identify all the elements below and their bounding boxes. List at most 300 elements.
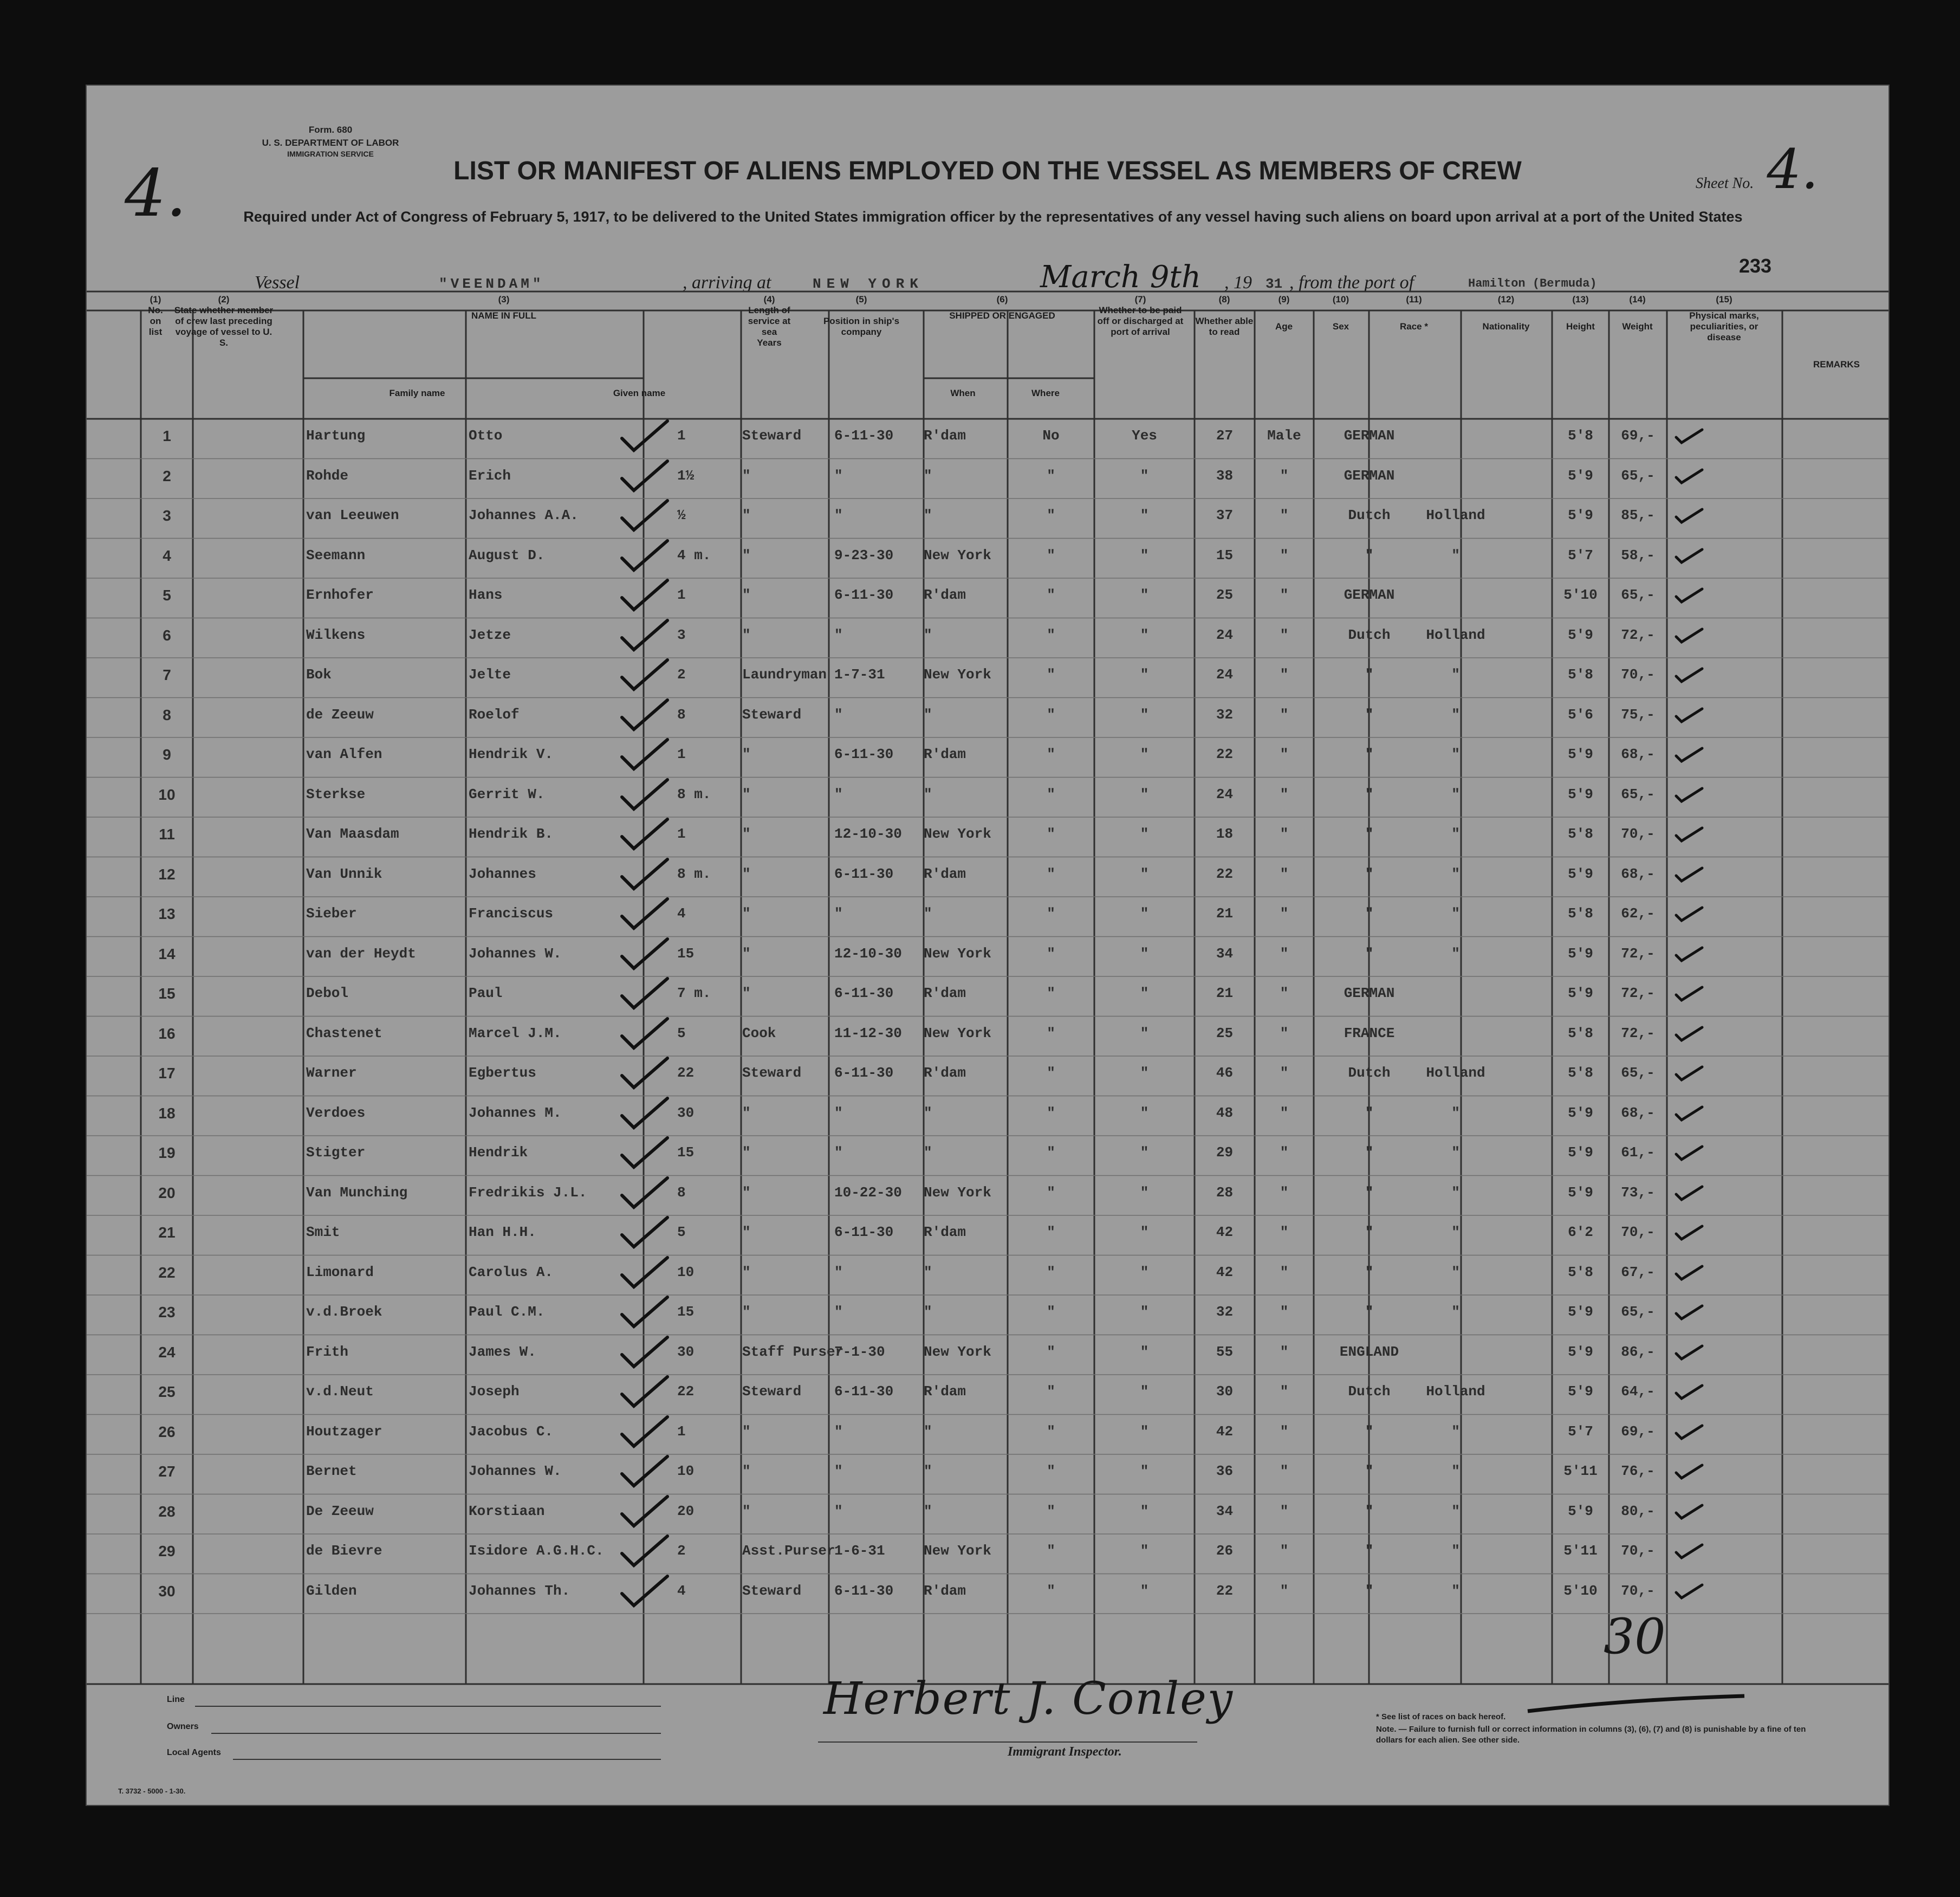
age-cell: 28: [1216, 1184, 1234, 1201]
age-cell: 22: [1216, 865, 1234, 882]
height-cell: 5'9: [1568, 985, 1593, 1001]
weight-cell: 67,-: [1621, 1264, 1655, 1280]
col3-number: (3): [498, 294, 510, 305]
age-cell: 30: [1216, 1383, 1234, 1400]
shipped-when-cell: 6-11-30: [834, 746, 894, 762]
col10-label: Sex: [1332, 321, 1349, 332]
col1-label: No. on list: [148, 305, 163, 337]
nationality-cell: ": [1451, 1543, 1460, 1559]
race-cell: GERMAN: [1344, 985, 1395, 1001]
shipped-where-cell: ": [924, 706, 932, 723]
check-mark-icon: [618, 1294, 672, 1332]
sex-cell: ": [1280, 1224, 1289, 1240]
check-mark-icon: [618, 497, 672, 535]
race-cell: Dutch: [1348, 507, 1391, 523]
position-cell: ": [742, 547, 751, 564]
length-of-service-cell: 1: [677, 428, 686, 444]
nationality-cell: ": [1451, 666, 1460, 683]
able-to-read-cell: ": [1140, 1582, 1149, 1599]
shipped-where-cell: New York: [924, 1343, 991, 1360]
height-cell: 5'10: [1563, 1582, 1598, 1599]
col4-unit: Years: [757, 338, 782, 348]
length-of-service-cell: 30: [677, 1343, 695, 1360]
position-cell: ": [742, 786, 751, 802]
col2-number: (2): [218, 294, 230, 305]
age-cell: 21: [1216, 905, 1234, 922]
check-mark-icon: [618, 896, 672, 934]
shipped-where-cell: ": [924, 507, 932, 523]
length-of-service-cell: 22: [677, 1383, 695, 1400]
sex-cell: ": [1280, 1423, 1289, 1440]
inspector-signature: Herbert J. Conley: [823, 1673, 1234, 1725]
family-name-cell: Bernet: [306, 1463, 357, 1479]
row-number-cell: 5: [163, 587, 171, 604]
nationality-cell: ": [1451, 1503, 1460, 1519]
department-label: U. S. DEPARTMENT OF LABOR: [262, 138, 399, 148]
given-name-cell: Jelte: [469, 666, 511, 683]
paid-off-cell: ": [1047, 1184, 1055, 1201]
length-of-service-cell: 1: [677, 826, 686, 842]
check-mark-icon: [618, 657, 672, 695]
shipped-where-cell: ": [924, 1264, 932, 1280]
col15-header: [1666, 294, 1782, 343]
age-cell: 22: [1216, 1582, 1234, 1599]
race-cell: ": [1365, 865, 1374, 882]
given-name-cell: Hendrik V.: [469, 746, 554, 762]
length-of-service-cell: 7 m.: [677, 985, 711, 1001]
length-of-service-cell: 22: [677, 1065, 695, 1081]
shipped-where-cell: ": [924, 626, 932, 643]
shipped-when-cell: 6-11-30: [834, 865, 894, 882]
weight-cell: 65,-: [1621, 786, 1655, 802]
check-mark-icon: [618, 1414, 672, 1452]
able-to-read-cell: ": [1140, 1025, 1149, 1041]
position-cell: ": [742, 467, 751, 484]
sex-cell: ": [1280, 985, 1289, 1001]
age-cell: 42: [1216, 1264, 1234, 1280]
paid-off-cell: ": [1047, 1383, 1055, 1400]
age-cell: 38: [1216, 467, 1234, 484]
stamp-number: 233: [1739, 255, 1772, 277]
age-cell: 25: [1216, 587, 1234, 603]
sex-cell: ": [1280, 1463, 1289, 1479]
height-cell: 5'9: [1568, 1343, 1593, 1360]
shipped-where-cell: ": [924, 905, 932, 922]
able-to-read-cell: ": [1140, 945, 1149, 962]
position-cell: Cook: [742, 1025, 776, 1041]
shipped-where-cell: R'dam: [924, 428, 966, 444]
check-mark-icon: [618, 816, 672, 854]
family-name-cell: Sieber: [306, 905, 357, 922]
paid-off-cell: ": [1047, 547, 1055, 564]
shipped-where-cell: R'dam: [924, 985, 966, 1001]
family-name-cell: Verdoes: [306, 1104, 366, 1121]
nationality-cell: ": [1451, 1304, 1460, 1320]
arrival-date: March 9th: [1040, 260, 1201, 295]
given-name-cell: Hans: [469, 587, 503, 603]
family-name-cell: de Zeeuw: [306, 706, 374, 723]
row-number-cell: 18: [158, 1104, 176, 1122]
col13-number: (13): [1572, 294, 1589, 305]
vessel-name: "VEENDAM": [439, 276, 544, 292]
weight-cell: 72,-: [1621, 1025, 1655, 1041]
sex-cell: ": [1280, 1503, 1289, 1519]
physical-marks-tick-icon: [1673, 1063, 1705, 1084]
physical-marks-tick-icon: [1673, 664, 1705, 686]
col12-label: Nationality: [1482, 321, 1530, 332]
paid-off-cell: ": [1047, 1264, 1055, 1280]
length-of-service-cell: ½: [677, 507, 686, 523]
sex-cell: ": [1280, 1343, 1289, 1360]
physical-marks-tick-icon: [1673, 784, 1705, 806]
race-cell: ": [1365, 1503, 1374, 1519]
able-to-read-cell: ": [1140, 865, 1149, 882]
position-cell: ": [742, 1463, 751, 1479]
shipped-where-cell: New York: [924, 1025, 991, 1041]
able-to-read-cell: ": [1140, 1343, 1149, 1360]
race-cell: ": [1365, 1423, 1374, 1440]
age-cell: 29: [1216, 1144, 1234, 1161]
length-of-service-cell: 10: [677, 1264, 695, 1280]
physical-marks-tick-icon: [1673, 943, 1705, 965]
able-to-read-cell: Yes: [1132, 428, 1157, 444]
check-mark-icon: [618, 538, 672, 575]
row-number-cell: 12: [158, 865, 176, 883]
col10-header: [1314, 294, 1368, 332]
able-to-read-cell: ": [1140, 706, 1149, 723]
race-cell: Dutch: [1348, 1065, 1391, 1081]
shipped-when-cell: 6-11-30: [834, 1582, 894, 1599]
paid-off-cell: ": [1047, 1423, 1055, 1440]
shipped-when-cell: ": [834, 1144, 843, 1161]
shipped-where-cell: New York: [924, 1184, 991, 1201]
paid-off-cell: ": [1047, 1503, 1055, 1519]
row-number-cell: 23: [158, 1304, 176, 1320]
family-name-cell: van Alfen: [306, 746, 382, 762]
given-name-cell: Joseph: [469, 1383, 520, 1400]
weight-cell: 72,-: [1621, 985, 1655, 1001]
shipped-when-cell: 6-11-30: [834, 587, 894, 603]
remarks-header: REMARKS: [1813, 359, 1860, 370]
position-cell: ": [742, 826, 751, 842]
family-name-cell: Wilkens: [306, 626, 366, 643]
col4-header: [731, 294, 807, 348]
length-of-service-cell: 8 m.: [677, 865, 711, 882]
check-mark-icon: [618, 458, 672, 496]
check-mark-icon: [618, 418, 672, 456]
shipped-where-cell: New York: [924, 826, 991, 842]
physical-marks-tick-icon: [1673, 1262, 1705, 1284]
weight-cell: 76,-: [1621, 1463, 1655, 1479]
race-cell: GERMAN: [1344, 428, 1395, 444]
race-cell: GERMAN: [1344, 587, 1395, 603]
col8-header: [1195, 294, 1254, 338]
position-cell: Asst.Purser: [742, 1543, 835, 1559]
weight-cell: 86,-: [1621, 1343, 1655, 1360]
shipped-when-cell: 6-11-30: [834, 985, 894, 1001]
race-cell: ": [1365, 1224, 1374, 1240]
family-name-cell: Hartung: [306, 428, 366, 444]
weight-cell: 70,-: [1621, 1543, 1655, 1559]
row-number-cell: 7: [163, 666, 171, 683]
position-cell: Steward: [742, 706, 802, 723]
shipped-where-cell: ": [924, 1104, 932, 1121]
height-cell: 5'9: [1568, 786, 1593, 802]
position-cell: ": [742, 507, 751, 523]
owners-field[interactable]: [211, 1733, 661, 1734]
position-cell: ": [742, 746, 751, 762]
check-mark-icon: [618, 1453, 672, 1491]
weight-cell: 61,-: [1621, 1144, 1655, 1161]
height-cell: 5'8: [1568, 1065, 1593, 1081]
paid-off-cell: ": [1047, 666, 1055, 683]
position-cell: ": [742, 1144, 751, 1161]
shipped-when-cell: 11-12-30: [834, 1025, 902, 1041]
row-number-cell: 30: [158, 1582, 176, 1600]
family-name-cell: Warner: [306, 1065, 357, 1081]
height-cell: 5'11: [1563, 1543, 1598, 1559]
family-name-cell: v.d.Broek: [306, 1304, 382, 1320]
height-cell: 5'9: [1568, 507, 1593, 523]
shipped-when-cell: ": [834, 1104, 843, 1121]
age-cell: 21: [1216, 985, 1234, 1001]
position-cell: ": [742, 1304, 751, 1320]
physical-marks-tick-icon: [1673, 1023, 1705, 1045]
col6-label: SHIPPED OR ENGAGED: [949, 310, 1055, 321]
shipped-where-cell: R'dam: [924, 587, 966, 603]
arrival-port: NEW YORK: [813, 276, 924, 292]
col11-number: (11): [1406, 294, 1422, 305]
shipped-when-cell: ": [834, 507, 843, 523]
length-of-service-cell: 15: [677, 1144, 695, 1161]
race-cell: GERMAN: [1344, 467, 1395, 484]
col5-number: (5): [855, 294, 867, 305]
sex-cell: ": [1280, 1582, 1289, 1599]
row-number-cell: 1: [163, 428, 171, 444]
shipped-where-cell: ": [924, 786, 932, 802]
given-name-cell: Johannes: [469, 865, 536, 882]
shipped-when-cell: 6-11-30: [834, 428, 894, 444]
given-name-cell: August D.: [469, 547, 545, 564]
col7-label: Whether to be paid off or discharged at port of arrival: [1097, 305, 1184, 337]
row-number-cell: 6: [163, 626, 171, 644]
able-to-read-cell: ": [1140, 985, 1149, 1001]
weight-cell: 64,-: [1621, 1383, 1655, 1400]
family-name-cell: Van Unnik: [306, 865, 382, 882]
shipped-where-cell: New York: [924, 666, 991, 683]
age-cell: 15: [1216, 547, 1234, 564]
paid-off-cell: ": [1047, 1304, 1055, 1320]
col3-label: NAME IN FULL: [471, 310, 536, 321]
page-subtitle: Required under Act of Congress of February 5, 1917, to be delivered to the United States immigration officer by the representatives of any vessel having such aliens on board upon arrival at a port of the United States: [243, 209, 1743, 225]
paid-off-cell: ": [1047, 905, 1055, 922]
race-cell: ": [1365, 1184, 1374, 1201]
nationality-cell: ": [1451, 1104, 1460, 1121]
page-title: LIST OR MANIFEST OF ALIENS EMPLOYED ON THE VESSEL AS MEMBERS OF CREW: [453, 157, 1522, 185]
line-label: Line: [167, 1695, 185, 1704]
physical-marks-tick-icon: [1673, 744, 1705, 766]
nationality-cell: ": [1451, 1184, 1460, 1201]
race-cell: ": [1365, 1304, 1374, 1320]
shipped-when-cell: ": [834, 706, 843, 723]
race-cell: ": [1365, 1543, 1374, 1559]
year-label: , 19: [1224, 273, 1252, 293]
row-number-cell: 3: [163, 507, 171, 524]
weight-cell: 68,-: [1621, 746, 1655, 762]
weight-cell: 85,-: [1621, 507, 1655, 523]
shipped-when-cell: 6-11-30: [834, 1383, 894, 1400]
race-cell: ": [1365, 1144, 1374, 1161]
physical-marks-tick-icon: [1673, 1540, 1705, 1562]
given-name-cell: Fredrikis J.L.: [469, 1184, 587, 1201]
row-number-cell: 10: [158, 786, 176, 803]
able-to-read-cell: ": [1140, 587, 1149, 603]
nationality-cell: ": [1451, 1582, 1460, 1599]
height-cell: 5'9: [1568, 746, 1593, 762]
sex-cell: ": [1280, 706, 1289, 723]
physical-marks-tick-icon: [1673, 1302, 1705, 1323]
sex-cell: Male: [1267, 428, 1301, 444]
row-number-cell: 22: [158, 1264, 176, 1281]
sex-cell: ": [1280, 587, 1289, 603]
row-number-cell: 26: [158, 1423, 176, 1440]
check-mark-icon: [618, 617, 672, 655]
paid-off-cell: ": [1047, 786, 1055, 802]
race-cell: ": [1365, 786, 1374, 802]
height-cell: 5'8: [1568, 1264, 1593, 1280]
position-cell: Steward: [742, 1582, 802, 1599]
weight-cell: 80,-: [1621, 1503, 1655, 1519]
paid-off-cell: ": [1047, 826, 1055, 842]
col12-header: [1460, 294, 1552, 332]
family-name-cell: v.d.Neut: [306, 1383, 374, 1400]
weight-cell: 70,-: [1621, 826, 1655, 842]
height-cell: 5'6: [1568, 706, 1593, 723]
length-of-service-cell: 20: [677, 1503, 695, 1519]
age-cell: 34: [1216, 945, 1234, 962]
position-cell: Steward: [742, 428, 802, 444]
row-number-cell: 19: [158, 1144, 176, 1161]
able-to-read-cell: ": [1140, 1463, 1149, 1479]
able-to-read-cell: ": [1140, 626, 1149, 643]
sex-cell: ": [1280, 666, 1289, 683]
race-cell: Dutch: [1348, 626, 1391, 643]
col1-header: [142, 294, 169, 338]
check-mark-icon: [618, 1374, 672, 1412]
physical-marks-tick-icon: [1673, 545, 1705, 567]
height-cell: 5'11: [1563, 1463, 1598, 1479]
race-cell: ": [1365, 1463, 1374, 1479]
family-name-cell: Bok: [306, 666, 332, 683]
length-of-service-cell: 4: [677, 905, 686, 922]
sex-cell: ": [1280, 1104, 1289, 1121]
check-mark-icon: [618, 936, 672, 974]
form-number: Form. 680: [308, 125, 353, 135]
given-name-cell: Carolus A.: [469, 1264, 554, 1280]
height-cell: 5'8: [1568, 428, 1593, 444]
given-name-cell: Johannes A.A.: [469, 507, 579, 523]
position-cell: Staff Purser: [742, 1343, 844, 1360]
weight-cell: 70,-: [1621, 666, 1655, 683]
physical-marks-tick-icon: [1673, 1103, 1705, 1124]
paid-off-cell: ": [1047, 467, 1055, 484]
paid-off-cell: ": [1047, 945, 1055, 962]
from-port-label: , from the port of: [1289, 273, 1414, 293]
col1-number: (1): [150, 294, 161, 305]
physical-marks-tick-icon: [1673, 903, 1705, 925]
sex-cell: ": [1280, 1025, 1289, 1041]
age-cell: 27: [1216, 428, 1234, 444]
col7-number: (7): [1134, 294, 1146, 305]
family-name-cell: Chastenet: [306, 1025, 382, 1041]
paid-off-cell: ": [1047, 1025, 1055, 1041]
total-underline: [1522, 1689, 1750, 1722]
check-mark-icon: [618, 1573, 672, 1611]
service-label: IMMIGRATION SERVICE: [287, 150, 374, 158]
position-cell: Steward: [742, 1065, 802, 1081]
given-name-cell: Paul C.M.: [469, 1304, 545, 1320]
nationality-cell: ": [1451, 706, 1460, 723]
sex-cell: ": [1280, 945, 1289, 962]
position-cell: ": [742, 587, 751, 603]
position-cell: ": [742, 626, 751, 643]
row-number-cell: 16: [158, 1025, 176, 1042]
age-cell: 22: [1216, 746, 1234, 762]
line-field[interactable]: [195, 1706, 661, 1707]
nationality-cell: ": [1451, 547, 1460, 564]
able-to-read-cell: ": [1140, 786, 1149, 802]
shipped-when-cell: ": [834, 905, 843, 922]
shipped-where-header: Where: [1031, 388, 1060, 398]
able-to-read-cell: ": [1140, 1184, 1149, 1201]
age-cell: 24: [1216, 786, 1234, 802]
sex-cell: ": [1280, 865, 1289, 882]
local-agents-field[interactable]: [233, 1759, 661, 1760]
age-cell: 18: [1216, 826, 1234, 842]
weight-cell: 65,-: [1621, 467, 1655, 484]
shipped-when-cell: 1-6-31: [834, 1543, 885, 1559]
race-cell: ": [1365, 706, 1374, 723]
shipped-when-cell: ": [834, 1423, 843, 1440]
nationality-cell: Holland: [1426, 1383, 1485, 1400]
able-to-read-cell: ": [1140, 547, 1149, 564]
shipped-when-cell: 12-10-30: [834, 945, 902, 962]
shipped-where-cell: ": [924, 1423, 932, 1440]
paid-off-cell: ": [1047, 626, 1055, 643]
length-of-service-cell: 3: [677, 626, 686, 643]
row-number-cell: 15: [158, 985, 176, 1002]
height-cell: 5'9: [1568, 865, 1593, 882]
height-cell: 5'8: [1568, 905, 1593, 922]
sex-cell: ": [1280, 1383, 1289, 1400]
paid-off-cell: ": [1047, 1065, 1055, 1081]
col9-number: (9): [1278, 294, 1290, 305]
length-of-service-cell: 5: [677, 1025, 686, 1041]
length-of-service-cell: 4 m.: [677, 547, 711, 564]
height-cell: 5'8: [1568, 826, 1593, 842]
shipped-where-cell: New York: [924, 945, 991, 962]
able-to-read-cell: ": [1140, 905, 1149, 922]
family-name-cell: Smit: [306, 1224, 340, 1240]
nationality-cell: ": [1451, 746, 1460, 762]
race-cell: ": [1365, 1104, 1374, 1121]
physical-marks-tick-icon: [1673, 864, 1705, 885]
weight-cell: 68,-: [1621, 1104, 1655, 1121]
check-mark-icon: [618, 736, 672, 774]
given-name-cell: Jacobus C.: [469, 1423, 554, 1440]
family-name-cell: de Bievre: [306, 1543, 382, 1559]
row-number-cell: 2: [163, 467, 171, 484]
